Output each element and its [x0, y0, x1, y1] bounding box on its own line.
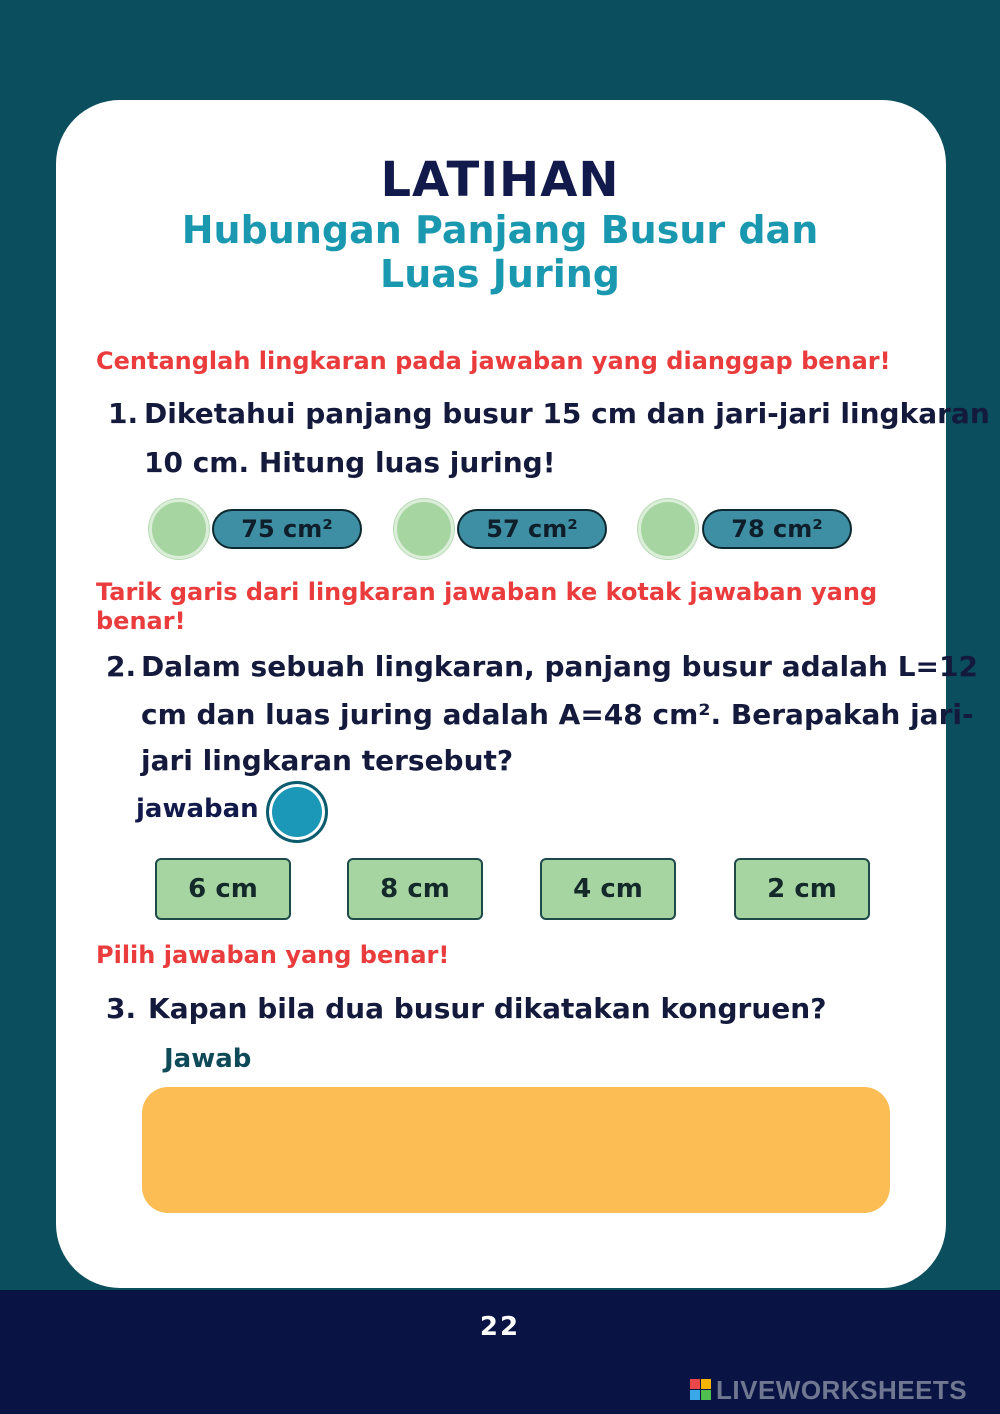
answer-text-field[interactable]: [142, 1087, 890, 1213]
instruction-3: Pilih jawaban yang benar!: [96, 941, 450, 969]
instruction-2-line-1: Tarik garis dari lingkaran jawaban ke kotak jawaban yang: [96, 578, 878, 606]
question-2-line-3: jari lingkaran tersebut?: [141, 744, 514, 777]
option-checkbox-2[interactable]: [394, 499, 454, 559]
match-box-1[interactable]: 6 cm: [155, 858, 291, 920]
brand-logo: [690, 1374, 990, 1406]
page-number: 22: [479, 1312, 521, 1342]
logo-square-l: [690, 1379, 700, 1389]
option-label-2: 57 cm²: [457, 509, 607, 549]
brand-name: LIVEWORKSHEETS: [716, 1374, 968, 1405]
question-2-line-2: cm dan luas juring adalah A=48 cm². Berapakah jari-: [141, 698, 974, 731]
option-checkbox-1[interactable]: [149, 499, 209, 559]
match-box-4[interactable]: 2 cm: [734, 858, 870, 920]
question-3-text: Kapan bila dua busur dikatakan kongruen?: [148, 992, 827, 1025]
page-title: LATIHAN: [380, 152, 620, 208]
line-start-dot[interactable]: [266, 781, 328, 843]
instruction-2-line-2: benar!: [96, 607, 186, 635]
question-number-2: 2.: [106, 650, 137, 683]
question-number-1: 1.: [108, 397, 139, 430]
liveworksheets-icon: [690, 1379, 712, 1401]
option-label-1: 75 cm²: [212, 509, 362, 549]
instruction-1: Centanglah lingkaran pada jawaban yang dianggap benar!: [96, 347, 891, 375]
option-checkbox-3[interactable]: [638, 499, 698, 559]
question-number-3: 3.: [106, 992, 137, 1025]
question-1-line-2: 10 cm. Hitung luas juring!: [144, 446, 556, 479]
match-box-2[interactable]: 8 cm: [347, 858, 483, 920]
logo-square-i: [701, 1379, 711, 1389]
question-1-line-1: Diketahui panjang busur 15 cm dan jari-jari lingkaran: [144, 397, 990, 430]
logo-square-v: [690, 1390, 700, 1400]
logo-square-e: [701, 1390, 711, 1400]
question-2-line-1: Dalam sebuah lingkaran, panjang busur adalah L=12: [141, 650, 978, 683]
match-box-3[interactable]: 4 cm: [540, 858, 676, 920]
page-subtitle: Hubungan Panjang Busur dan Luas Juring: [181, 208, 819, 296]
option-label-3: 78 cm²: [702, 509, 852, 549]
answer-label-2: jawaban: [136, 794, 259, 824]
answer-label-3: Jawab: [164, 1044, 252, 1074]
